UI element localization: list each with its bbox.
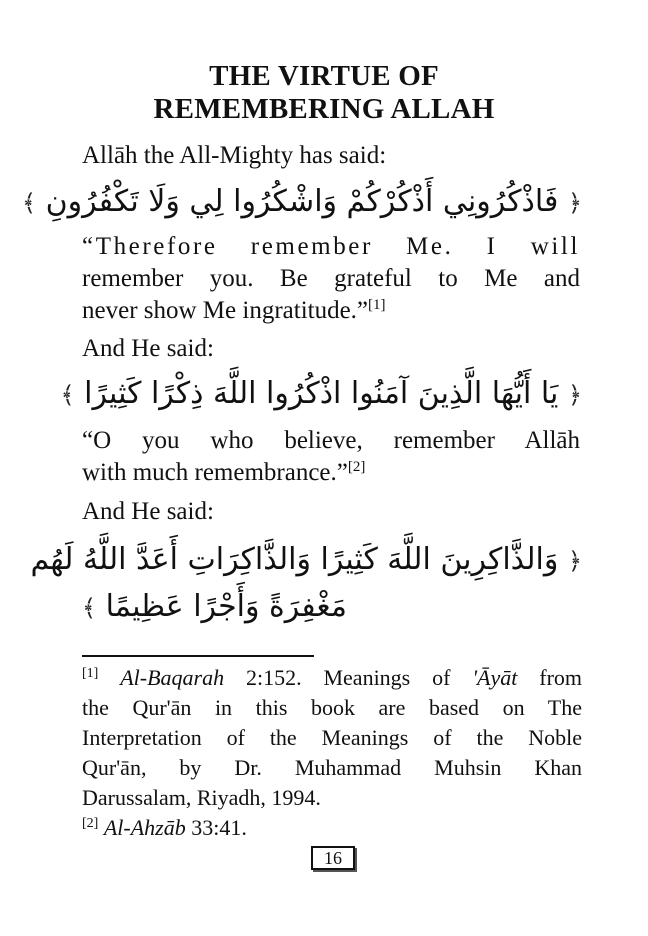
- footnote-ref-1: [1]: [368, 297, 386, 313]
- verse-open-ornament: ﴿: [567, 381, 582, 409]
- intro-text: Allāh the All-Mighty has said:: [82, 142, 387, 169]
- verse-2-translation-text: with much remembrance.”: [82, 459, 348, 486]
- footnote-2-text: 33:41.: [185, 815, 247, 840]
- footnote-2: [82, 813, 582, 843]
- verse-1-arabic-text: فَاذْكُرُونِي أَذْكُرْكُمْ وَاشْكُرُوا لِي وَلَا تَكْفُرُونِ: [45, 184, 559, 219]
- footnote-1-ayat: 'Āyāt: [472, 665, 518, 690]
- verse-1-arabic: [21, 180, 582, 225]
- verse-open-ornament: ﴿: [567, 189, 582, 217]
- verse-3-arabic-text-1: وَالذَّاكِرِينَ اللَّهَ كَثِيرًا وَالذَّاكِرَاتِ أَعَدَّ اللَّهُ لَهُم: [30, 542, 559, 577]
- footnote-divider: [82, 655, 314, 657]
- verse-1-translation-text: never show Me ingratitude.”: [82, 297, 369, 324]
- footnote-1-text: 2:152. Meanings of: [224, 665, 473, 690]
- verse-2-translation-line-2: [82, 457, 365, 489]
- page-number: 16: [311, 846, 355, 870]
- verse-open-ornament: ﴿: [567, 547, 582, 575]
- verse-1-translation-line-1: “Therefore remember Me. I will: [82, 233, 580, 260]
- verse-close-ornament: ﴾: [82, 594, 97, 622]
- footnote-2-mark: [2]: [82, 816, 99, 831]
- footnote-1-line-4: Qur'ān, by Dr. Muhammad Muhsin Khan: [82, 755, 582, 780]
- verse-2-translation-line-1: “O you who believe, remember Allāh: [82, 427, 580, 454]
- footnote-1-line-1: [82, 663, 582, 693]
- verse-1-translation-line-3: [82, 295, 386, 327]
- footnote-2-source: Al-Ahzāb: [103, 815, 186, 840]
- footnote-1-line-5: Darussalam, Riyadh, 1994.: [82, 785, 321, 810]
- footnote-1-line-2: the Qur'ān in this book are based on The: [82, 695, 582, 720]
- footnote-1-mark: [1]: [82, 666, 99, 681]
- verse-2-arabic-text: يَا أَيُّهَا الَّذِينَ آمَنُوا اذْكُرُوا اللَّهَ ذِكْرًا كَثِيرًا: [84, 376, 559, 411]
- footnote-1-text-end: from: [517, 665, 583, 690]
- and-he-said-1: And He said:: [82, 335, 214, 362]
- verse-close-ornament: ﴾: [60, 381, 75, 409]
- verse-close-ornament: ﴾: [21, 189, 37, 217]
- footnote-1-line-3: Interpretation of the Meanings of the Noble: [82, 725, 582, 750]
- footnote-ref-2: [2]: [347, 459, 366, 475]
- verse-1-translation-line-2: remember you. Be grateful to Me and: [82, 265, 580, 292]
- verse-3-arabic-line-2: [82, 585, 382, 630]
- and-he-said-2: And He said:: [82, 498, 214, 525]
- page-title-line-1: THE VIRTUE OF: [209, 60, 439, 92]
- verse-3-arabic-text-2: مَغْفِرَةً وَأَجْرًا عَظِيمًا: [105, 589, 347, 624]
- footnote-1-source: Al-Baqarah: [120, 665, 225, 690]
- page-title-line-2: REMEMBERING ALLAH: [153, 93, 495, 125]
- verse-2-arabic: [60, 372, 582, 417]
- verse-3-arabic-line-1: [30, 538, 582, 583]
